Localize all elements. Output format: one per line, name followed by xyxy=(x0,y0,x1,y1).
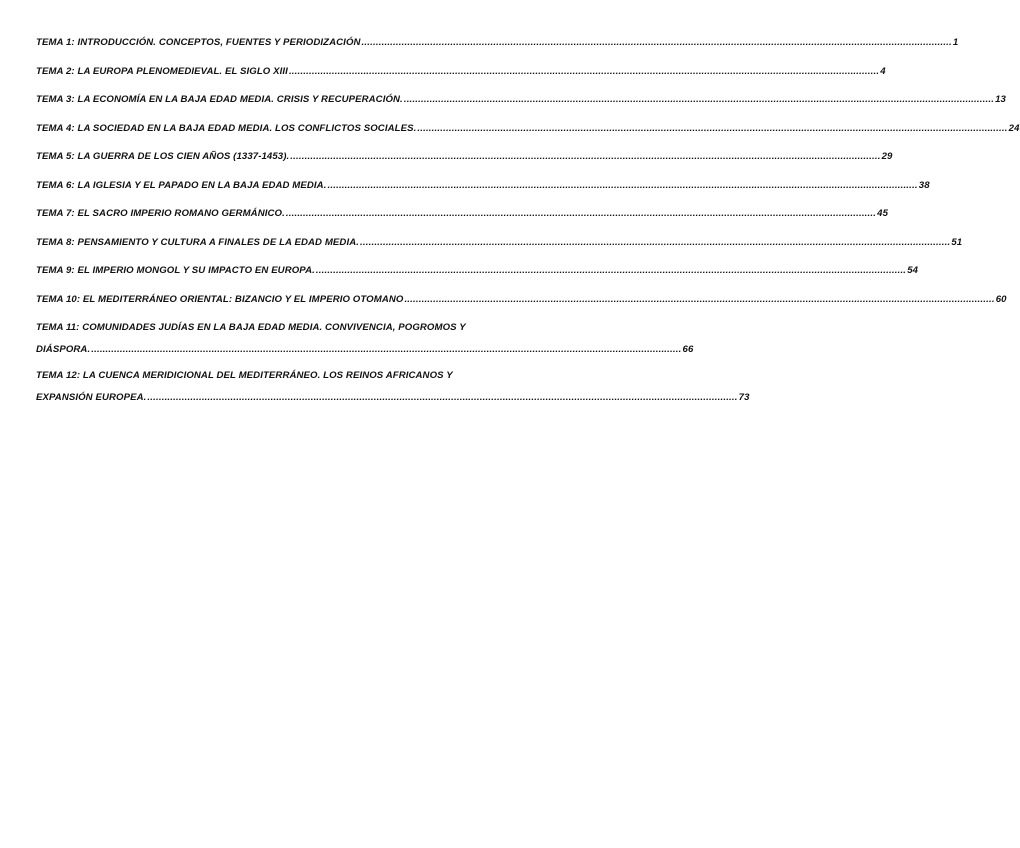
dot-leader xyxy=(404,293,994,306)
toc-entry-title: TEMA 2: LA EUROPA PLENOMEDIEVAL. EL SIGLO XIII xyxy=(36,65,288,77)
toc-entry-title: TEMA 12: LA CUENCA MERIDICIONAL DEL MEDITERRÁNEO. LOS REINOS AFRICANOS Y xyxy=(36,370,453,381)
toc-page-number: 73 xyxy=(738,392,750,403)
toc-entry-tema-4[interactable] xyxy=(36,122,1020,135)
dot-leader xyxy=(360,236,950,249)
toc-entry-tema-9[interactable] xyxy=(36,264,919,277)
toc-entry-title: TEMA 4: LA SOCIEDAD EN LA BAJA EDAD MEDIA. LOS CONFLICTOS SOCIALES. xyxy=(36,122,417,134)
toc-entry-tema-2[interactable] xyxy=(36,65,886,78)
toc-page-number: 51 xyxy=(951,236,963,248)
dot-leader xyxy=(289,65,879,78)
toc-page-number: 45 xyxy=(877,208,889,219)
toc-entry-tema-3[interactable] xyxy=(36,93,1006,106)
toc-page-number: 24 xyxy=(1008,122,1020,134)
toc-entry-title: TEMA 8: PENSAMIENTO Y CULTURA A FINALES DE LA EDAD MEDIA. xyxy=(36,236,360,248)
toc-page-number: 60 xyxy=(995,293,1007,305)
dot-leader xyxy=(404,93,994,106)
table-of-contents xyxy=(36,36,1020,417)
toc-entry-title: TEMA 9: EL IMPERIO MONGOL Y SU IMPACTO EN EUROPA. xyxy=(36,265,315,276)
toc-entry-tema-6[interactable] xyxy=(36,179,930,192)
toc-entry-title: TEMA 1: INTRODUCCIÓN. CONCEPTOS, FUENTES Y PERIODIZACIÓN xyxy=(36,37,361,48)
dot-leader xyxy=(417,122,1007,135)
dot-leader xyxy=(286,207,876,220)
toc-entry-title: TEMA 3: LA ECONOMÍA EN LA BAJA EDAD MEDIA. CRISIS Y RECUPERACIÓN. xyxy=(36,94,403,105)
dot-leader xyxy=(290,150,880,163)
toc-page-number: 13 xyxy=(995,94,1006,105)
toc-page-number: 38 xyxy=(918,179,930,191)
toc-entry-tema-10[interactable] xyxy=(36,293,1007,306)
toc-page-number: 4 xyxy=(880,65,886,77)
toc-entry-title: TEMA 7: EL SACRO IMPERIO ROMANO GERMÁNICO. xyxy=(36,208,285,219)
toc-entry-title: TEMA 11: COMUNIDADES JUDÍAS EN LA BAJA EDAD MEDIA. CONVIVENCIA, POGROMOS Y xyxy=(36,322,466,333)
toc-entry-tema-8[interactable] xyxy=(36,236,963,249)
toc-page-number: 54 xyxy=(907,265,919,276)
dot-leader xyxy=(147,387,737,409)
dot-leader xyxy=(362,36,952,49)
toc-entry-title: TEMA 5: LA GUERRA DE LOS CIEN AÑOS (1337-1453). xyxy=(36,151,290,162)
toc-page-number: 1 xyxy=(952,37,959,48)
toc-page-number: 66 xyxy=(682,344,694,355)
dot-leader xyxy=(327,179,917,192)
toc-entry-tema-11[interactable] xyxy=(36,317,694,361)
toc-entry-tema-7[interactable] xyxy=(36,207,889,220)
toc-entry-title: TEMA 10: EL MEDITERRÁNEO ORIENTAL: BIZANCIO Y EL IMPERIO OTOMANO xyxy=(36,293,404,305)
dot-leader xyxy=(91,339,681,361)
toc-entry-title: TEMA 6: LA IGLESIA Y EL PAPADO EN LA BAJA EDAD MEDIA. xyxy=(36,179,327,191)
toc-page-number: 29 xyxy=(881,151,893,162)
dot-leader xyxy=(316,264,906,277)
toc-entry-tema-1[interactable] xyxy=(36,36,959,49)
toc-entry-tema-12[interactable] xyxy=(36,365,750,409)
toc-entry-title-continued: EXPANSIÓN EUROPEA. xyxy=(36,392,147,403)
toc-entry-tema-5[interactable] xyxy=(36,150,893,163)
toc-entry-title-continued: DIÁSPORA. xyxy=(36,344,91,355)
